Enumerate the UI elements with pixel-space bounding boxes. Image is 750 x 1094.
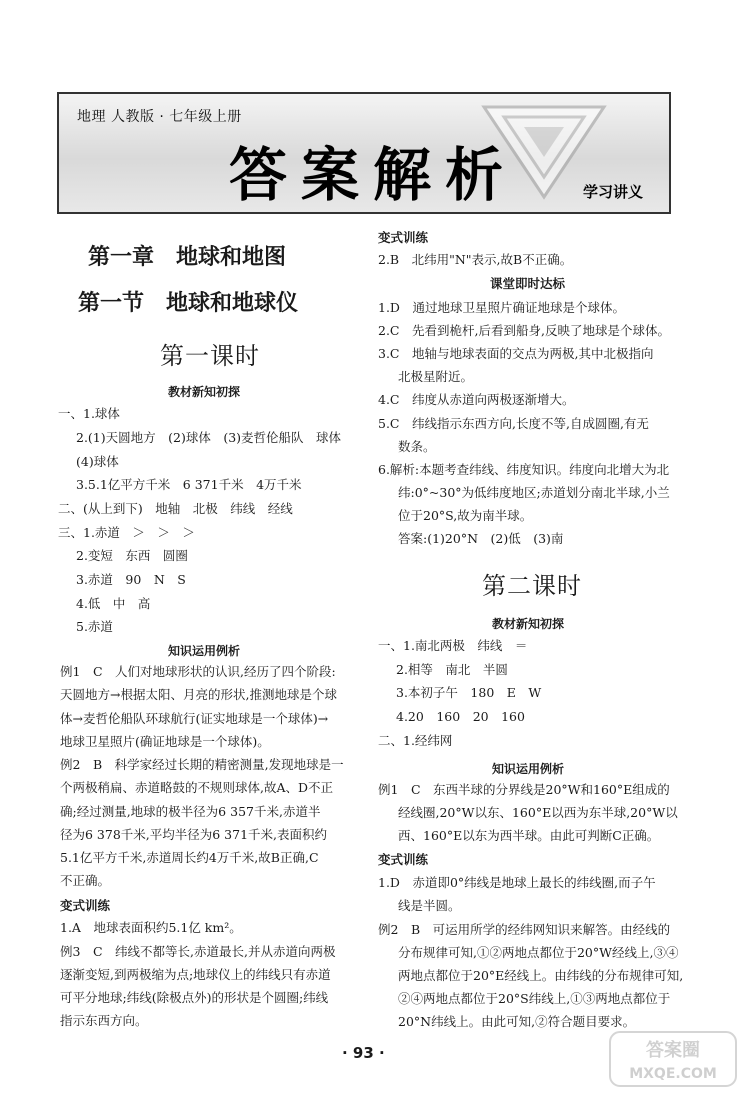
- lesson-title-2: 第二课时: [482, 572, 582, 600]
- svg-text:答案圈: 答案圈: [646, 1040, 700, 1061]
- answer-line: 1.D 通过地球卫星照片确证地球是个球体。: [378, 300, 625, 315]
- answer-line: 二、1.经纬网: [378, 733, 453, 748]
- answer-line: 一、1.球体: [58, 406, 120, 421]
- answer-line: 1.A 地球表面积约5.1亿 km²。: [60, 920, 242, 935]
- answer-line: 一、1.南北两极 纬线 ＝: [378, 638, 528, 653]
- answer-line: 20°N纬线上。由此可知,②符合题目要求。: [398, 1014, 636, 1029]
- answer-line: 2.变短 东西 圆圈: [76, 548, 188, 563]
- answer-line: 确;经过测量,地球的极半径为6 357千米,赤道半: [60, 804, 321, 819]
- answer-line: 逐渐变短,到两极缩为点;地球仪上的纬线只有赤道: [60, 967, 331, 982]
- header-banner: [57, 92, 671, 214]
- answer-line: 三、1.赤道 ＞ ＞ ＞: [58, 525, 195, 540]
- answer-line: 线是半圆。: [398, 898, 461, 913]
- answer-line: 地球卫星照片(确证地球是一个球体)。: [60, 734, 270, 749]
- answer-line: 2.(1)天圆地方 (2)球体 (3)麦哲伦船队 球体: [76, 430, 342, 445]
- answer-line: 例1 C 人们对地球形状的认识,经历了四个阶段:: [60, 664, 336, 679]
- answer-line: 5.赤道: [76, 619, 113, 634]
- answer-line: 指示东西方向。: [60, 1013, 148, 1028]
- answer-line: 数条。: [398, 439, 436, 454]
- subheading-new-knowledge-1: 教材新知初探: [168, 385, 241, 399]
- answer-line: 3.5.1亿平方千米 6 371千米 4万千米: [76, 477, 302, 492]
- answer-line: 2.相等 南北 半圆: [396, 662, 508, 677]
- lesson-title-1: 第一课时: [160, 342, 260, 370]
- answer-line: ②④两地点都位于20°S纬线上,①③两地点都位于: [398, 991, 671, 1006]
- variant-training-label: 变式训练: [378, 230, 429, 245]
- answer-line: (4)球体: [76, 454, 119, 469]
- subheading-new-knowledge-2: 教材新知初探: [492, 617, 565, 631]
- classroom-check-heading: 课堂即时达标: [490, 276, 566, 291]
- page-number: · 93 ·: [342, 1044, 385, 1062]
- answer-line: 5.1亿平方千米,赤道周长约4万千米,故B正确,C: [60, 850, 319, 865]
- book-subtitle: 地理 人教版 · 七年级上册: [77, 109, 242, 125]
- variant-training-label: 变式训练: [378, 852, 429, 867]
- answer-line: 体→麦哲伦船队环球航行(证实地球是一个球体)→: [60, 711, 329, 726]
- answer-line: 纬:0°~30°为低纬度地区;赤道划分南北半球,小兰: [398, 485, 670, 500]
- answer-line: 答案:(1)20°N (2)低 (3)南: [398, 531, 564, 546]
- answer-line: 2.B 北纬用"N"表示,故B不正确。: [378, 252, 573, 267]
- watermark-logo-icon: [608, 1030, 738, 1088]
- answer-line: 5.C 纬线指示东西方向,长度不等,自成圆圈,有无: [378, 416, 649, 431]
- answer-line: 分布规律可知,①②两地点都位于20°W经线上,③④: [398, 945, 679, 960]
- answer-line: 二、(从上到下) 地轴 北极 纬线 经线: [58, 501, 293, 516]
- answer-line: 北极星附近。: [398, 369, 474, 384]
- banner-title: 答案解析: [229, 141, 518, 209]
- answer-line: 1.D 赤道即0°纬线是地球上最长的纬线圈,而子午: [378, 875, 656, 890]
- subheading-knowledge-application-2: 知识运用例析: [492, 762, 565, 776]
- answer-line: 3.赤道 90 N S: [76, 572, 186, 587]
- answer-line: 4.20 160 20 160: [396, 709, 525, 724]
- answer-line: 西、160°E以东为西半球。由此可判断C正确。: [398, 828, 660, 843]
- chapter-title: 第一章 地球和地图: [88, 245, 287, 270]
- answer-line: 4.C 纬度从赤道向两极逐渐增大。: [378, 392, 575, 407]
- answer-line: 位于20°S,故为南半球。: [398, 508, 533, 523]
- answer-line: 个两极稍扁、赤道略鼓的不规则球体,故A、D不正: [60, 780, 334, 795]
- answer-line: 4.低 中 高: [76, 596, 151, 611]
- answer-line: 例3 C 纬线不都等长,赤道最长,并从赤道向两极: [60, 944, 336, 959]
- subheading-knowledge-application-1: 知识运用例析: [168, 644, 241, 658]
- answer-line: 2.C 先看到桅杆,后看到船身,反映了地球是个球体。: [378, 323, 670, 338]
- answer-line: 经线圈,20°W以东、160°E以西为东半球,20°W以: [398, 805, 678, 820]
- answer-line: 径为6 378千米,平均半径为6 371千米,表面积约: [60, 827, 328, 842]
- answer-line: 天圆地方→根据太阳、月亮的形状,推测地球是个球: [60, 687, 337, 702]
- variant-training-label: 变式训练: [60, 898, 111, 913]
- answer-line: 不正确。: [60, 873, 111, 888]
- answer-line: 两地点都位于20°E经线上。由纬线的分布规律可知,: [398, 968, 684, 983]
- svg-text:MXQE.COM: MXQE.COM: [629, 1066, 717, 1082]
- answer-line: 3.C 地轴与地球表面的交点为两极,其中北极指向: [378, 346, 654, 361]
- answer-line: 6.解析:本题考查纬线、纬度知识。纬度向北增大为北: [378, 462, 670, 477]
- answer-line: 可平分地球;纬线(除极点外)的形状是个圆圈;纬线: [60, 990, 329, 1005]
- answer-line: 例2 B 可运用所学的经纬网知识来解答。由经线的: [378, 922, 671, 937]
- answer-line: 例1 C 东西半球的分界线是20°W和160°E组成的: [378, 782, 670, 797]
- answer-line: 例2 B 科学家经过长期的精密测量,发现地球是一: [60, 757, 344, 772]
- section-title: 第一节 地球和地球仪: [78, 291, 299, 316]
- answer-line: 3.本初子午 180 E W: [396, 685, 542, 700]
- banner-tag: 学习讲义: [582, 183, 643, 201]
